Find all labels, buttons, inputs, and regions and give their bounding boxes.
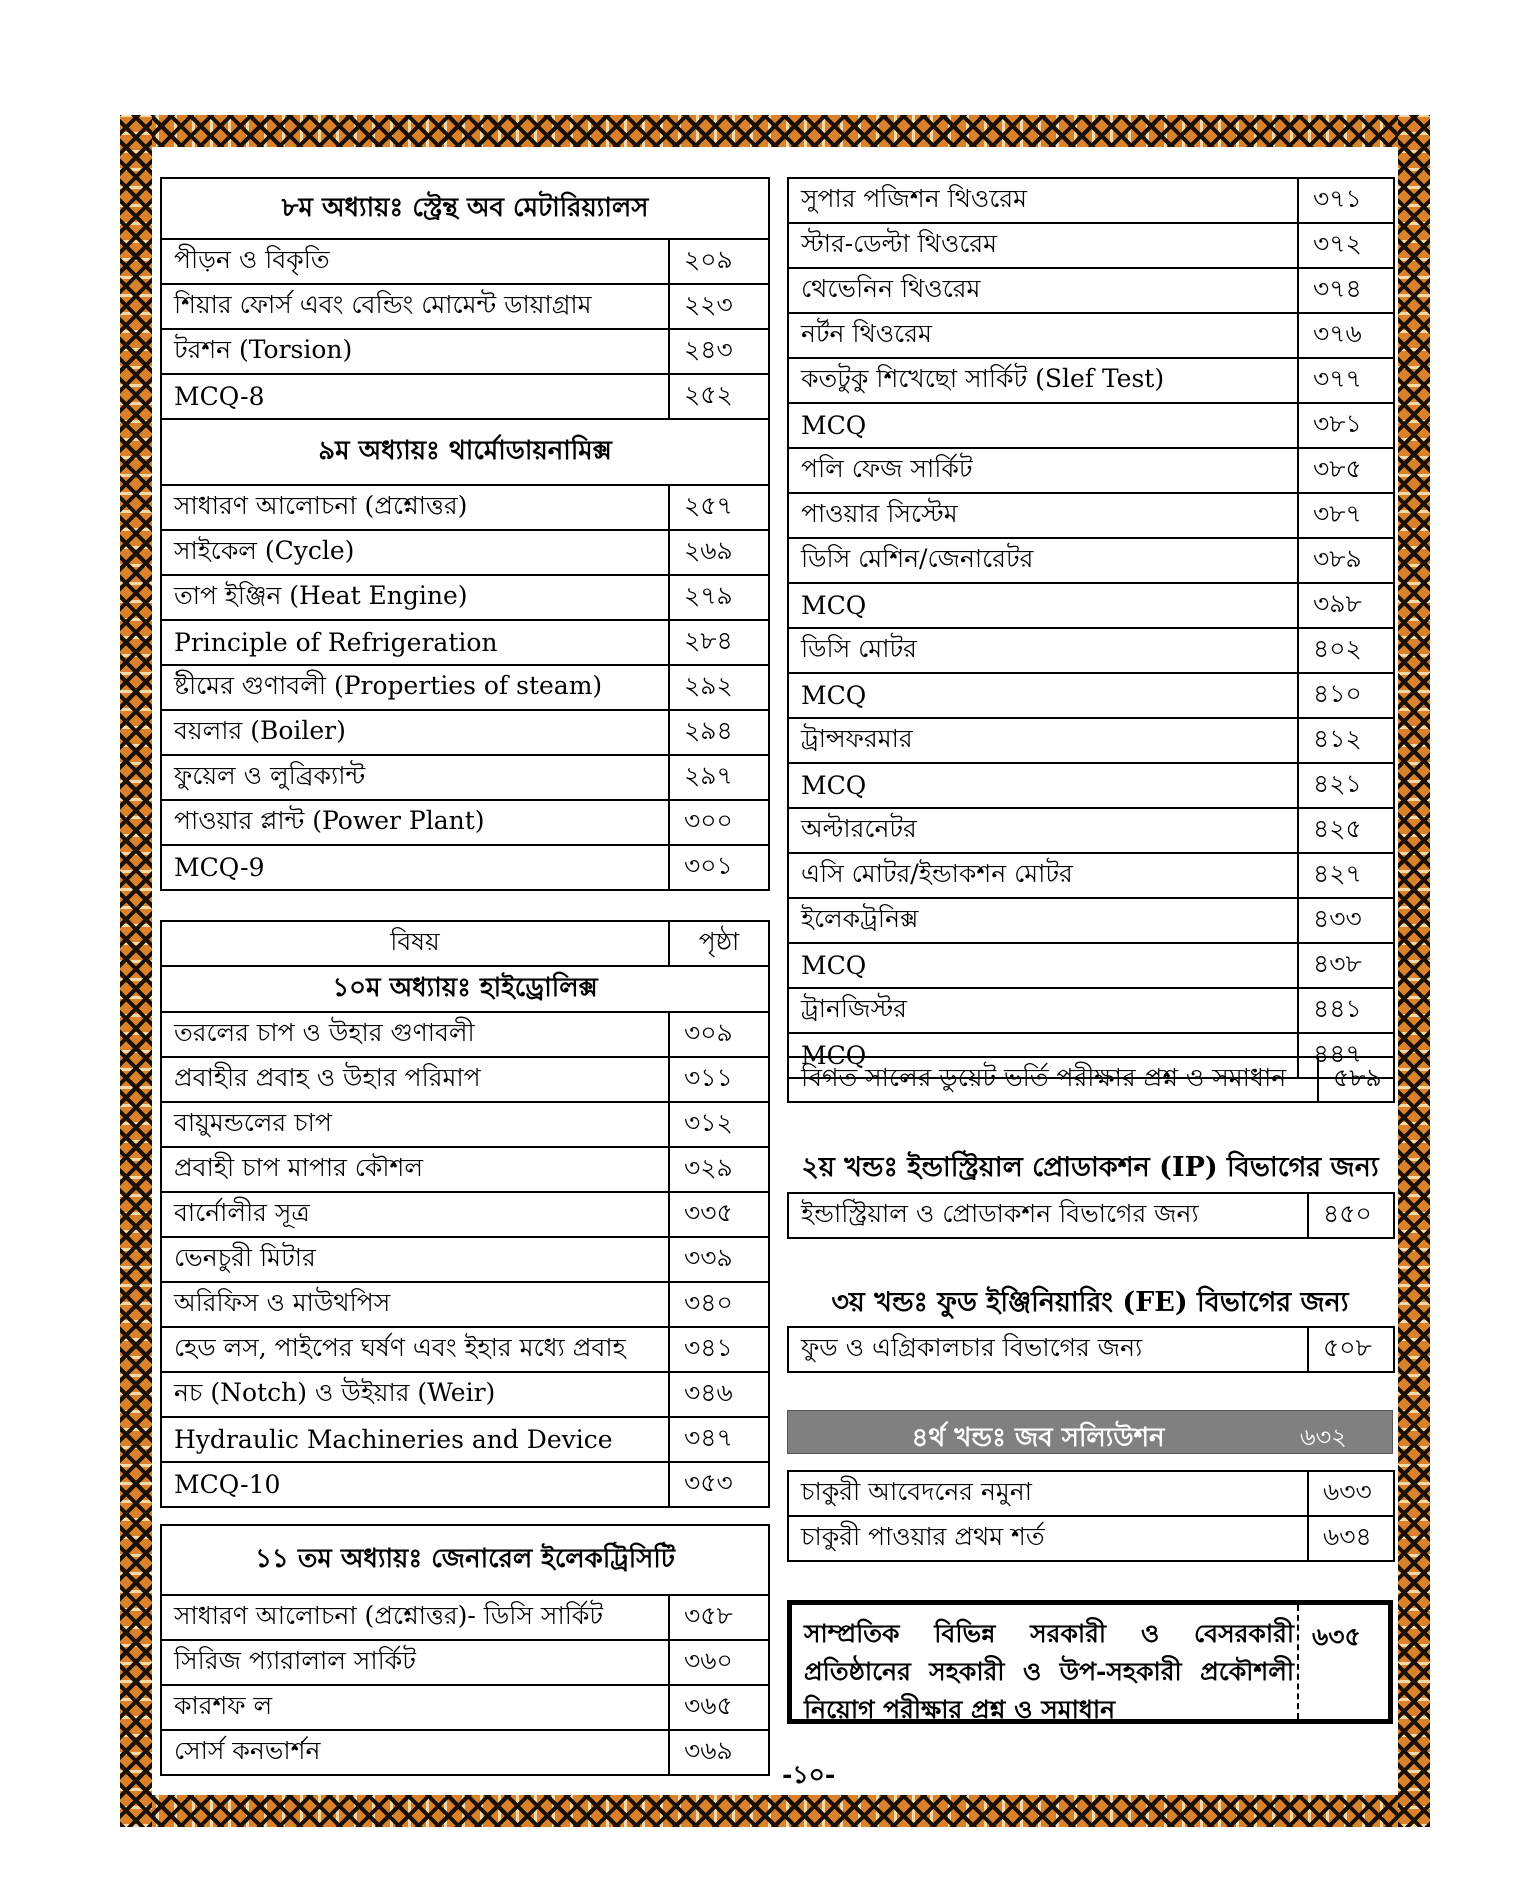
toc-row[interactable] (161, 1462, 769, 1507)
toc-title: শিয়ার ফোর্স এবং বেন্ডিং মোমেন্ট ডায়াগ্রাম (161, 284, 669, 329)
toc-title: MCQ-8 (161, 374, 669, 419)
toc-title: বায়ুমন্ডলের চাপ (161, 1102, 669, 1147)
toc-page: ৩১২ (669, 1102, 769, 1147)
toc-row[interactable] (788, 358, 1394, 403)
chapter-heading: ১১ তম অধ্যায়ঃ জেনারেল ইলেকট্রিসিটি (161, 1525, 769, 1595)
chapter-heading: ৯ম অধ্যায়ঃ থার্মোডায়নামিক্স (161, 419, 769, 485)
toc-row[interactable] (161, 485, 769, 530)
chapter-heading: ১০ম অধ্যায়ঃ হাইড্রোলিক্স (161, 966, 769, 1012)
toc-page: ২৪৩ (669, 329, 769, 374)
toc-row[interactable] (788, 223, 1394, 268)
toc-table-electricity (787, 177, 1395, 1079)
toc-row[interactable] (161, 1595, 769, 1640)
toc-title: হেড লস, পাইপের ঘর্ষণ এবং ইহার মধ্যে প্রবাহ (161, 1327, 669, 1372)
toc-page: ৩২৯ (669, 1147, 769, 1192)
toc-page: ৪৩৩ (1298, 898, 1394, 943)
toc-page: ৩৩৫ (669, 1192, 769, 1237)
toc-title: তরলের চাপ ও উহার গুণাবলী (161, 1012, 669, 1057)
toc-title: সোর্স কনভার্শন (161, 1730, 669, 1775)
toc-page: ৪২১ (1298, 763, 1394, 808)
toc-row[interactable] (788, 1516, 1394, 1561)
banner-title: ৪র্থ খন্ডঃ জব সল্যিউশন (911, 1423, 1165, 1453)
toc-page: ৩৭৬ (1298, 313, 1394, 358)
toc-row[interactable] (788, 1471, 1394, 1516)
toc-page: ২৫২ (669, 374, 769, 419)
page-number: -১০- (782, 1760, 836, 1789)
toc-title: MCQ (788, 943, 1298, 988)
toc-title: পাওয়ার সিস্টেম (788, 493, 1298, 538)
toc-page: ৩৭১ (1298, 178, 1394, 223)
toc-page: ৪০২ (1298, 628, 1394, 673)
decorative-border-right (1398, 115, 1430, 1827)
toc-table-chapter8-9 (160, 177, 770, 891)
divider (1297, 1605, 1299, 1719)
toc-page: ৩০০ (669, 800, 769, 845)
toc-title: সাধারণ আলোচনা (প্রশ্নোত্তর) (161, 485, 669, 530)
toc-row[interactable] (161, 329, 769, 374)
toc-page: ৩৬৯ (669, 1730, 769, 1775)
toc-row[interactable] (788, 313, 1394, 358)
toc-page: ৩৪৭ (669, 1417, 769, 1462)
toc-title: নচ (Notch) ও উইয়ার (Weir) (161, 1372, 669, 1417)
toc-title: MCQ (788, 403, 1298, 448)
toc-title: Principle of Refrigeration (161, 620, 669, 665)
toc-row[interactable] (161, 755, 769, 800)
banner-page: ৬৩২ (1300, 1423, 1347, 1451)
section-heading-fe: ৩য় খন্ডঃ ফুড ইঞ্জিনিয়ারিং (FE) বিভাগের জন্য (831, 1287, 1349, 1318)
toc-page: ৩৮৫ (1298, 448, 1394, 493)
toc-row[interactable] (161, 1147, 769, 1192)
toc-title: নর্টন থিওরেম (788, 313, 1298, 358)
toc-page: ৩৫৩ (669, 1462, 769, 1507)
toc-page: ৩৬০ (669, 1640, 769, 1685)
toc-row[interactable] (161, 1012, 769, 1057)
toc-page: ৩৩৯ (669, 1237, 769, 1282)
toc-page: ৪৩৮ (1298, 943, 1394, 988)
toc-title: MCQ-10 (161, 1462, 669, 1507)
toc-row[interactable] (161, 1372, 769, 1417)
toc-page: ৬৩৩ (1308, 1471, 1394, 1516)
toc-title: সাধারণ আলোচনা (প্রশ্নোত্তর)- ডিসি সার্কিট (161, 1595, 669, 1640)
toc-title: সুপার পজিশন থিওরেম (788, 178, 1298, 223)
toc-title: পীড়ন ও বিকৃতি (161, 239, 669, 284)
toc-row[interactable] (788, 718, 1394, 763)
toc-page: ৩১১ (669, 1057, 769, 1102)
toc-title: এসি মোটর/ইন্ডাকশন মোটর (788, 853, 1298, 898)
toc-title: MCQ (788, 763, 1298, 808)
toc-page: ৬৩৪ (1308, 1516, 1394, 1561)
toc-row[interactable] (161, 665, 769, 710)
toc-page: ৩৭৭ (1298, 358, 1394, 403)
toc-title: বিগত সালের ডুয়েট ভর্তি পরীক্ষার প্রশ্ন ও সমাধান (788, 1057, 1318, 1102)
toc-title: ফুড ও এগ্রিকালচার বিভাগের জন্য (788, 1327, 1308, 1372)
toc-page: ৩০১ (669, 845, 769, 890)
toc-row[interactable] (788, 268, 1394, 313)
toc-row[interactable] (161, 1685, 769, 1730)
toc-table-duet (787, 1056, 1395, 1103)
toc-row[interactable] (161, 239, 769, 284)
toc-title: পলি ফেজ সার্কিট (788, 448, 1298, 493)
toc-row[interactable] (788, 583, 1394, 628)
toc-title: অরিফিস ও মাউথপিস (161, 1282, 669, 1327)
column-header-page: পৃষ্ঠা (669, 921, 769, 966)
toc-page: ৩৮৭ (1298, 493, 1394, 538)
special-entry-box[interactable] (787, 1600, 1393, 1724)
toc-title: MCQ (788, 673, 1298, 718)
toc-title: কারশফ ল (161, 1685, 669, 1730)
toc-row[interactable] (788, 493, 1394, 538)
decorative-border-left (120, 115, 152, 1827)
toc-page: ৩০৯ (669, 1012, 769, 1057)
toc-table-ip (787, 1192, 1395, 1239)
toc-page: ৪২৫ (1298, 808, 1394, 853)
toc-title: ডিসি মেশিন/জেনারেটর (788, 538, 1298, 583)
toc-row[interactable] (161, 530, 769, 575)
toc-row[interactable] (788, 1057, 1394, 1102)
toc-row[interactable] (788, 898, 1394, 943)
toc-title: MCQ-9 (161, 845, 669, 890)
toc-title: ইন্ডাস্ট্রিয়াল ও প্রোডাকশন বিভাগের জন্য (788, 1193, 1308, 1238)
toc-row[interactable] (161, 1282, 769, 1327)
toc-table-fe (787, 1326, 1395, 1373)
toc-row[interactable] (161, 575, 769, 620)
toc-page: ২৯২ (669, 665, 769, 710)
toc-table-job (787, 1470, 1395, 1562)
toc-row[interactable] (161, 1327, 769, 1372)
toc-title: অল্টারনেটর (788, 808, 1298, 853)
toc-page: ৩৭২ (1298, 223, 1394, 268)
toc-page: ৩৪১ (669, 1327, 769, 1372)
toc-page: ৩৭৪ (1298, 268, 1394, 313)
toc-title: বয়লার (Boiler) (161, 710, 669, 755)
toc-page: ৩৯৮ (1298, 583, 1394, 628)
toc-page: ৩৪০ (669, 1282, 769, 1327)
toc-row[interactable] (161, 1730, 769, 1775)
chapter-heading: ৮ম অধ্যায়ঃ স্ট্রেন্থ অব মেটারিয়্যালস (161, 178, 769, 239)
toc-row[interactable] (788, 808, 1394, 853)
toc-title: ফুয়েল ও লুব্রিক্যান্ট (161, 755, 669, 800)
toc-row[interactable] (161, 800, 769, 845)
toc-page: ৪৪১ (1298, 988, 1394, 1033)
job-solution-banner[interactable] (787, 1410, 1393, 1454)
decorative-border-top (120, 115, 1430, 147)
toc-page: ৪২৭ (1298, 853, 1394, 898)
toc-table-chapter10 (160, 920, 770, 1508)
toc-row[interactable] (788, 538, 1394, 583)
section-heading-ip: ২য় খন্ডঃ ইন্ডাস্ট্রিয়াল প্রোডাকশন (IP) বিভাগের জন্য (801, 1152, 1379, 1183)
toc-title: ষ্টীমের গুণাবলী (Properties of steam) (161, 665, 669, 710)
decorative-border-bottom (120, 1795, 1430, 1827)
toc-row[interactable] (788, 628, 1394, 673)
toc-title: ট্রানজিস্টর (788, 988, 1298, 1033)
toc-row[interactable] (788, 943, 1394, 988)
toc-row[interactable] (161, 1640, 769, 1685)
toc-title: সিরিজ প্যারালাল সার্কিট (161, 1640, 669, 1685)
toc-page: ৩৪৬ (669, 1372, 769, 1417)
toc-title: তাপ ইঞ্জিন (Heat Engine) (161, 575, 669, 620)
toc-title: ডিসি মোটর (788, 628, 1298, 673)
toc-row[interactable] (161, 284, 769, 329)
toc-title: বার্নোলীর সূত্র (161, 1192, 669, 1237)
toc-page: ২৬৯ (669, 530, 769, 575)
toc-page: ৩৮১ (1298, 403, 1394, 448)
toc-title: ইলেকট্রনিক্স (788, 898, 1298, 943)
toc-row[interactable] (788, 178, 1394, 223)
toc-page: ২২৩ (669, 284, 769, 329)
toc-row[interactable] (161, 374, 769, 419)
toc-row[interactable] (161, 1057, 769, 1102)
toc-row[interactable] (161, 1417, 769, 1462)
toc-title: কতটুকু শিখেছো সার্কিট (Slef Test) (788, 358, 1298, 403)
toc-title: চাকুরী আবেদনের নমুনা (788, 1471, 1308, 1516)
toc-row[interactable] (161, 1192, 769, 1237)
toc-page: ৪১০ (1298, 673, 1394, 718)
special-entry-text: সাম্প্রতিক বিভিন্ন সরকারী ও বেসরকারী প্রতিষ্ঠানের সহকারী ও উপ-সহকারী প্রকৌশলী নিয়োগ পরীক্ষার প্রশ্ন ও সমাধান (804, 1619, 1294, 1724)
toc-title: টরশন (Torsion) (161, 329, 669, 374)
toc-title: ট্রান্সফরমার (788, 718, 1298, 763)
toc-title: পাওয়ার প্লান্ট (Power Plant) (161, 800, 669, 845)
toc-title: থেভেনিন থিওরেম (788, 268, 1298, 313)
toc-page: ২৭৯ (669, 575, 769, 620)
toc-page: ৩৮৯ (1298, 538, 1394, 583)
toc-row[interactable] (161, 1102, 769, 1147)
toc-page: ৪৪৭ (1298, 1033, 1394, 1078)
toc-row[interactable] (788, 673, 1394, 718)
toc-row[interactable] (788, 853, 1394, 898)
toc-page: ২৯৪ (669, 710, 769, 755)
toc-title: প্রবাহী চাপ মাপার কৌশল (161, 1147, 669, 1192)
toc-page: ৫০৮ (1308, 1327, 1394, 1372)
toc-title: প্রবাহীর প্রবাহ ও উহার পরিমাপ (161, 1057, 669, 1102)
toc-title: ভেনচুরী মিটার (161, 1237, 669, 1282)
toc-row[interactable] (161, 710, 769, 755)
special-entry-page: ৬৩৫ (1312, 1622, 1361, 1651)
toc-row[interactable] (788, 448, 1394, 493)
toc-title: সাইকেল (Cycle) (161, 530, 669, 575)
toc-page: ২৯৭ (669, 755, 769, 800)
toc-row[interactable] (788, 1327, 1394, 1372)
toc-page: ৪১২ (1298, 718, 1394, 763)
toc-row[interactable] (161, 845, 769, 890)
toc-row[interactable] (788, 403, 1394, 448)
toc-page: ২০৯ (669, 239, 769, 284)
toc-title: MCQ (788, 1033, 1298, 1078)
toc-page: ৫৮৯ (1318, 1057, 1394, 1102)
toc-page: ২৫৭ (669, 485, 769, 530)
toc-row[interactable] (161, 620, 769, 665)
toc-row[interactable] (788, 988, 1394, 1033)
column-header-subject: বিষয় (161, 921, 669, 966)
toc-page: ৩৬৫ (669, 1685, 769, 1730)
toc-row[interactable] (788, 1193, 1394, 1238)
toc-title: Hydraulic Machineries and Device (161, 1417, 669, 1462)
toc-page: ২৮৪ (669, 620, 769, 665)
toc-row[interactable] (161, 1237, 769, 1282)
toc-page: ৪৫০ (1308, 1193, 1394, 1238)
toc-page: ৩৫৮ (669, 1595, 769, 1640)
toc-title: MCQ (788, 583, 1298, 628)
toc-title: চাকুরী পাওয়ার প্রথম শর্ত (788, 1516, 1308, 1561)
toc-row[interactable] (788, 763, 1394, 808)
toc-title: স্টার-ডেল্টা থিওরেম (788, 223, 1298, 268)
toc-table-chapter11 (160, 1524, 770, 1776)
